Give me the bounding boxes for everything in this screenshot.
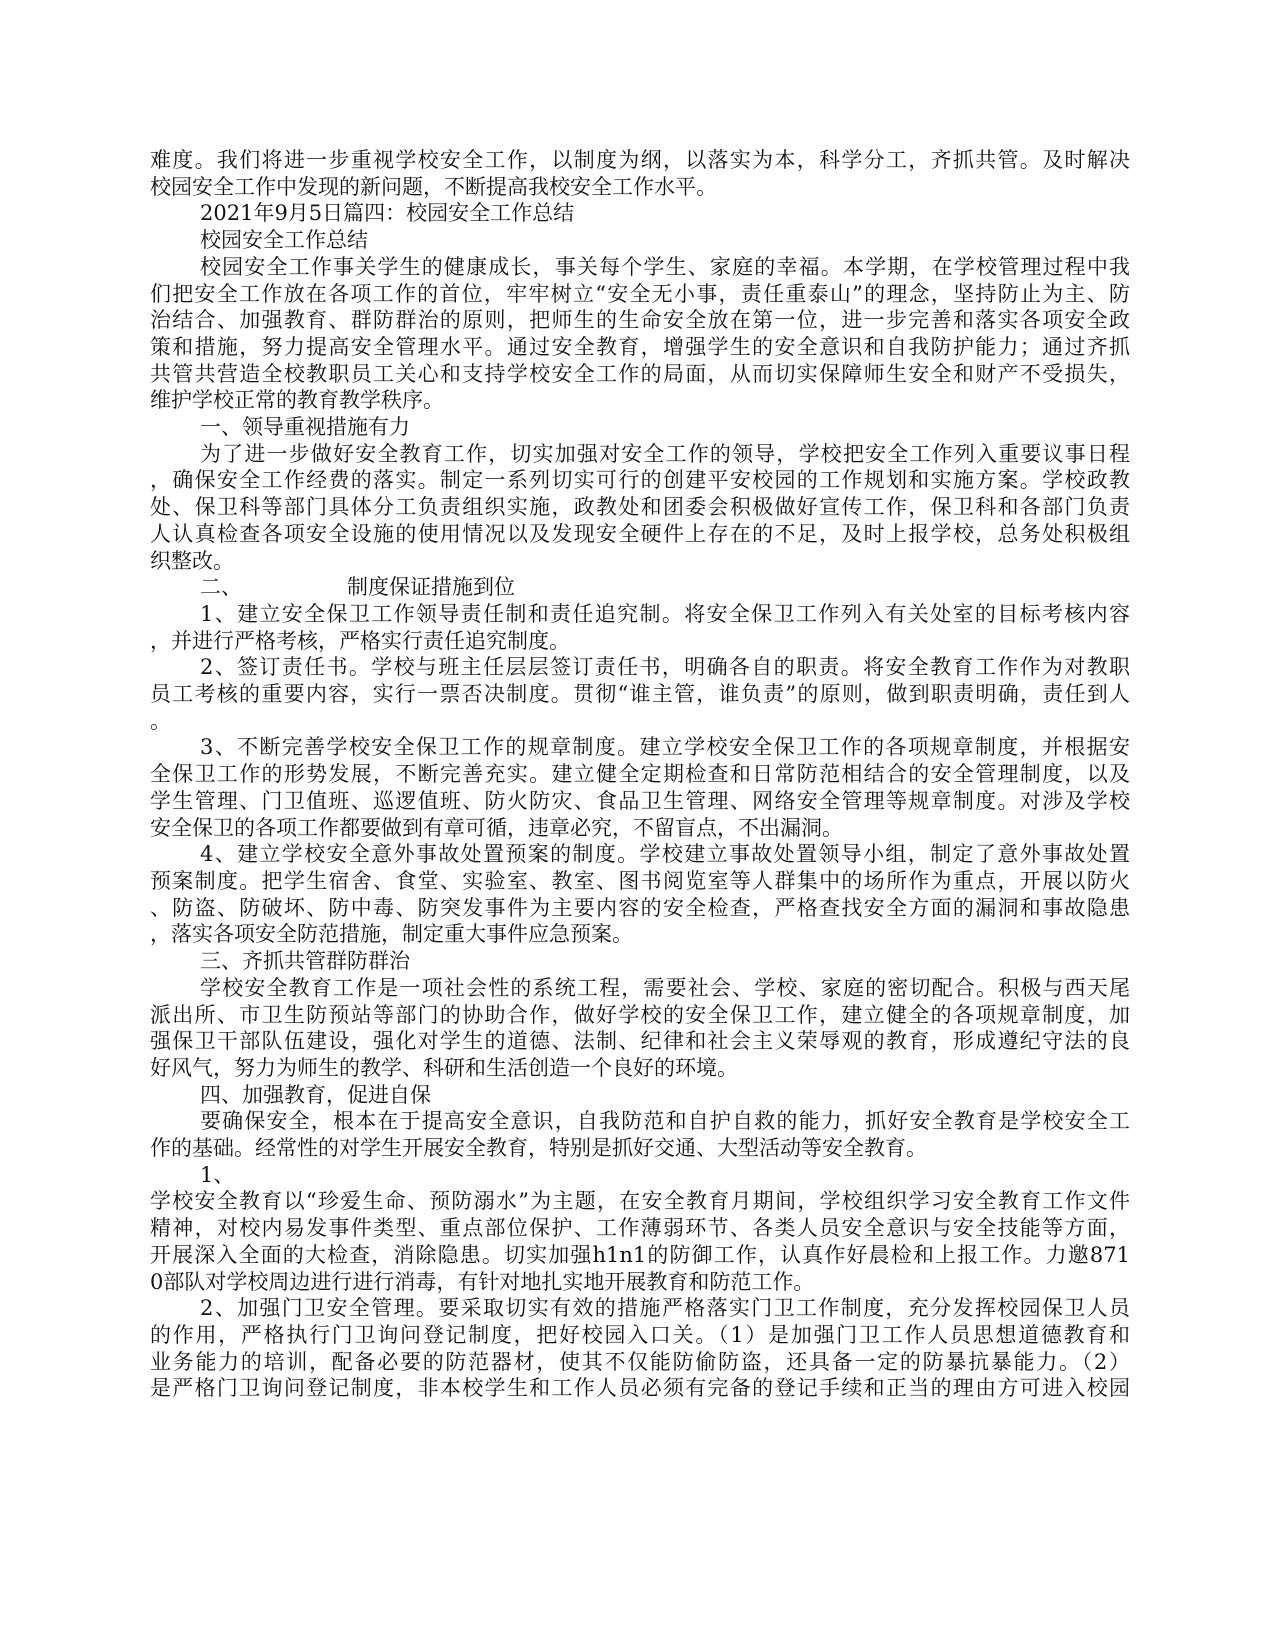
text-line: 处、保卫科等部门具体分工负责组织实施，政教处和团委会积极做好宣传工作，保卫科和各部门负责 xyxy=(150,495,1130,520)
text-line: 作的基础。经常性的对学生开展安全教育，特别是抓好交通、大型活动等安全教育。 xyxy=(150,1136,927,1161)
section-heading: 2021年9月5日篇四：校园安全工作总结 xyxy=(200,201,575,226)
section-number: 二、 xyxy=(200,575,242,600)
text-line: 人认真检查各项安全设施的使用情况以及发现安全硬件上存在的不足，及时上报学校，总务处积极组 xyxy=(150,521,1130,546)
text-line: 维护学校正常的教育教学秩序。 xyxy=(150,388,444,413)
document-title: 校园安全工作总结 xyxy=(200,228,368,253)
text-line: 精神，对校内易发事件类型、重点部位保护、工作薄弱环节、各类人员安全意识与安全技能等方面， xyxy=(150,1216,1130,1241)
text-line: 校园安全工作中发现的新问题，不断提高我校安全工作水平。 xyxy=(150,174,717,199)
text-line: 员工考核的重要内容，实行一票否决制度。贯彻“谁主管，谁负责”的原则，做到职责明确，责任到人 xyxy=(150,682,1130,707)
text-line: ，落实各项安全防范措施，制定重大事件应急预案。 xyxy=(150,922,633,947)
text-line: 派出所、市卫生防预站等部门的协助合作，做好学校的安全保卫工作，建立健全的各项规章制度，加 xyxy=(150,1002,1130,1027)
text-line: ，并进行严格考核，严格实行责任追究制度。 xyxy=(150,628,570,653)
text-line: 是严格门卫询问登记制度，非本校学生和工作人员必须有完备的登记手续和正当的理由方可进入校园 xyxy=(150,1376,1130,1401)
text-line: 强保卫干部队伍建设，强化对学生的道德、法制、纪律和社会主义荣辱观的教育，形成遵纪守法的良 xyxy=(150,1029,1130,1054)
text-line: 学校安全教育以“珍爱生命、预防溺水”为主题，在安全教育月期间，学校组织学习安全教育工作文件 xyxy=(150,1189,1130,1214)
text-line: 的作用，严格执行门卫询问登记制度，把好校园入口关。（1）是加强门卫工作人员思想道德教育和 xyxy=(150,1322,1130,1347)
section-heading: 一、领导重视措施有力 xyxy=(200,415,410,440)
text-line: 安全保卫的各项工作都要做到有章可循，违章必究，不留盲点，不出漏洞。 xyxy=(150,815,843,840)
section-title: 制度保证措施到位 xyxy=(347,575,515,600)
text-line: 2、签订责任书。学校与班主任层层签订责任书，明确各自的职责。将安全教育工作作为对教职 xyxy=(200,655,1130,680)
text-line: ，确保安全工作经费的落实。制定一系列切实可行的创建平安校园的工作规划和实施方案。学校政教 xyxy=(150,468,1130,493)
text-line: 治结合、加强教育、群防群治的原则，把师生的生命安全放在第一位，进一步完善和落实各项安全政 xyxy=(150,308,1130,333)
text-line: 难度。我们将进一步重视学校安全工作，以制度为纲，以落实为本，科学分工，齐抓共管。及时解决 xyxy=(150,148,1130,172)
text-line: 1、建立安全保卫工作领导责任制和责任追究制。将安全保卫工作列入有关处室的目标考核内容 xyxy=(200,601,1130,626)
section-heading: 四、加强教育，促进自保 xyxy=(200,1082,431,1107)
text-line: 、防盗、防破坏、防中毒、防突发事件为主要内容的安全检查，严格查找安全方面的漏洞和事故隐患 xyxy=(150,895,1130,920)
text-line: 学校安全教育工作是一项社会性的系统工程，需要社会、学校、家庭的密切配合。积极与西天尾 xyxy=(200,975,1130,1000)
text-line: 2、加强门卫安全管理。要采取切实有效的措施严格落实门卫工作制度，充分发挥校园保卫人员 xyxy=(200,1296,1130,1321)
text-line: 要确保安全，根本在于提高安全意识，自我防范和自护自救的能力，抓好安全教育是学校安全工 xyxy=(200,1109,1130,1134)
text-line: 校园安全工作事关学生的健康成长，事关每个学生、家庭的幸福。本学期，在学校管理过程中我 xyxy=(200,254,1130,279)
section-heading xyxy=(150,574,1130,601)
text-line: 3、不断完善学校安全保卫工作的规章制度。建立学校安全保卫工作的各项规章制度，并根据安 xyxy=(200,735,1130,760)
list-number: 1、 xyxy=(200,1162,235,1187)
text-line: 。 xyxy=(150,708,171,733)
text-line: 开展深入全面的大检查，消除隐患。切实加强h1n1的防御工作，认真作好晨检和上报工作。力邀871 xyxy=(150,1242,1130,1267)
document-body xyxy=(150,147,1130,1402)
text-line: 预案制度。把学生宿舍、食堂、实验室、教室、图书阅览室等人群集中的场所作为重点，开展以防火 xyxy=(150,868,1130,893)
text-line: 全保卫工作的形势发展，不断完善充实。建立健全定期检查和日常防范相结合的安全管理制度，以及 xyxy=(150,762,1130,787)
text-line: 4、建立学校安全意外事故处置预案的制度。学校建立事故处置领导小组，制定了意外事故处置 xyxy=(200,842,1130,867)
text-line: 学生管理、门卫值班、巡逻值班、防火防灾、食品卫生管理、网络安全管理等规章制度。对涉及学校 xyxy=(150,788,1130,813)
text-line: 业务能力的培训，配备必要的防范器材，使其不仅能防偷防盗，还具备一定的防暴抗暴能力。（2） xyxy=(150,1349,1130,1374)
text-line: 们把安全工作放在各项工作的首位，牢牢树立“安全无小事，责任重泰山”的理念，坚持防止为主、防 xyxy=(150,281,1130,306)
text-line: 为了进一步做好安全教育工作，切实加强对安全工作的领导，学校把安全工作列入重要议事日程 xyxy=(200,441,1130,466)
text-line: 策和措施，努力提高安全管理水平。通过安全教育，增强学生的安全意识和自我防护能力；通过齐抓 xyxy=(150,334,1130,359)
text-line: 织整改。 xyxy=(150,548,234,573)
text-line: 0部队对学校周边进行进行消毒，有针对地扎实地开展教育和防范工作。 xyxy=(150,1269,815,1294)
text-line: 共管共营造全校教职员工关心和支持学校安全工作的局面，从而切实保障师生安全和财产不受损失， xyxy=(150,361,1130,386)
text-line: 好风气，努力为师生的教学、科研和生活创造一个良好的环境。 xyxy=(150,1055,738,1080)
section-heading: 三、齐抓共管群防群治 xyxy=(200,949,410,974)
